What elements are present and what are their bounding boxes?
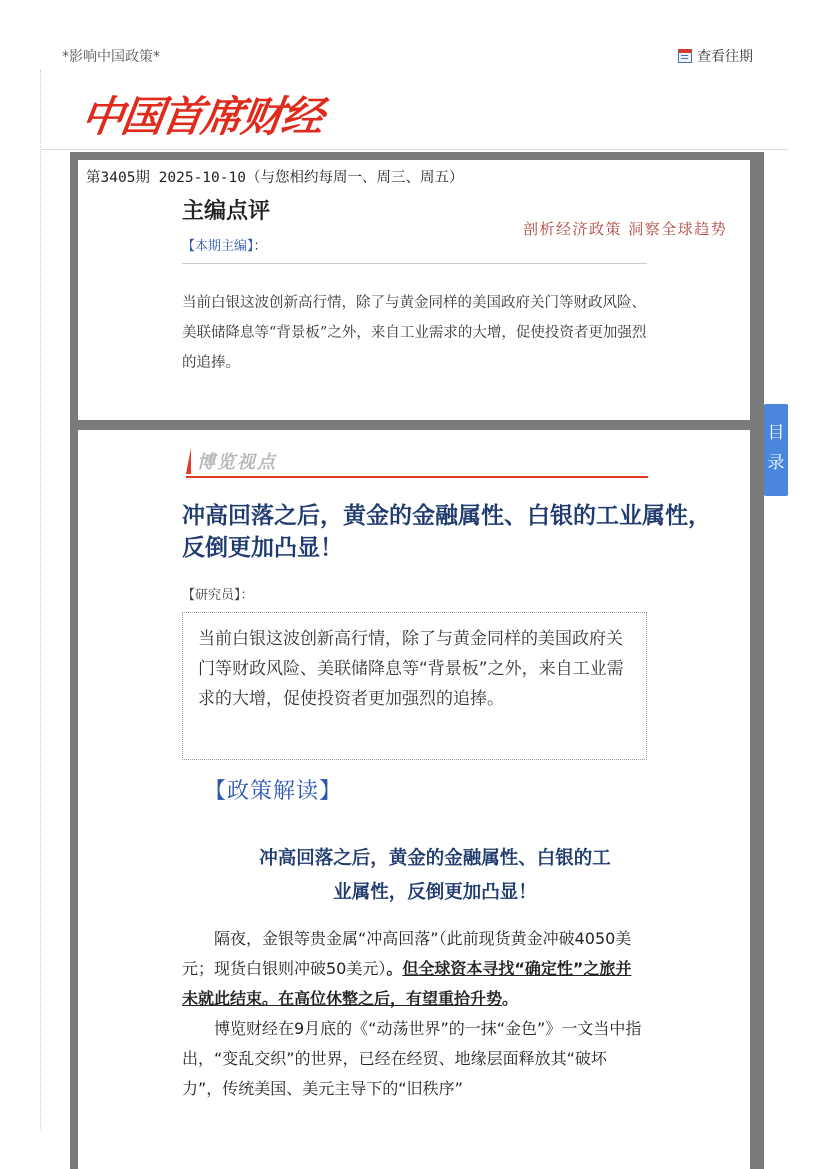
- editor-comment: 当前白银这波创新高行情，除了与黄金同样的美国政府关门等财政风险、美联储降息等“背景板”之外，来自工业需求的大增，促使投资者更加强烈的追捧。: [182, 295, 647, 371]
- slogan: 剖析经济政策 洞察全球趋势: [523, 220, 728, 238]
- toc-tab-label-2: 录: [767, 453, 785, 473]
- sub-title-line-1: 冲高回落之后，黄金的金融属性、白银的工: [259, 848, 611, 869]
- editor-title: 主编点评: [182, 199, 271, 224]
- paragraph-1-text: 隔夜，金银等贵金属“冲高回落”（此前现货黄金冲破4050美元；现货白银则冲破50美元）: [182, 929, 632, 978]
- editor-label-suffix: ：: [253, 239, 267, 254]
- section-header: [186, 448, 277, 474]
- paragraph-1: [182, 924, 644, 1014]
- article-body: [182, 924, 644, 1104]
- editor-label-text: 【本期主编】: [182, 239, 254, 254]
- paragraph-1-emphasis: 但全球资本寻找“确定性”之旅并未就此结束。在高位休整之后，有望重拾升势: [182, 959, 632, 1008]
- toc-tab[interactable]: [764, 404, 788, 496]
- paragraph-1-end: 。: [502, 989, 519, 1008]
- policy-heading: 【政策解读】: [204, 779, 343, 804]
- researcher-label: 【研究员】：: [182, 588, 254, 603]
- editor-label: [182, 235, 267, 254]
- sub-title: [214, 842, 656, 910]
- header-tagline: *影响中国政策*: [62, 49, 160, 65]
- flag-icon: [186, 448, 191, 474]
- history-link[interactable]: [678, 46, 753, 66]
- issue-line: 第3405期 2025-10-10（与您相约每周一、周三、周五）: [86, 170, 464, 186]
- sub-title-line-2: 业属性，反倒更加凸显！: [333, 882, 537, 903]
- editor-divider: [182, 263, 647, 264]
- paragraph-2: 博览财经在9月底的《“动荡世界”的一抹“金色”》一文当中指出，“变乱交织”的世界，已经在经贸、地缘层面释放其“破坏力”，传统美国、美元主导下的“旧秩序”: [182, 1019, 642, 1098]
- paragraph-1-dot: 。: [386, 959, 403, 978]
- header-divider: [40, 149, 788, 150]
- summary-text: 当前白银这波创新高行情，除了与黄金同样的美国政府关门等财政风险、美联储降息等“背景板”之外，来自工业需求的大增，促使投资者更加强烈的追捧。: [198, 629, 624, 709]
- calendar-icon: [678, 49, 692, 63]
- history-link-label: 查看往期: [697, 49, 753, 65]
- logo: 中国首席财经: [78, 92, 326, 141]
- article-title: 冲高回落之后，黄金的金融属性、白银的工业属性，反倒更加凸显！: [182, 503, 711, 561]
- section-divider: [186, 476, 648, 478]
- left-guide: [40, 70, 41, 1130]
- section-label: 博览视点: [197, 452, 277, 473]
- toc-tab-label-1: 目: [767, 423, 785, 443]
